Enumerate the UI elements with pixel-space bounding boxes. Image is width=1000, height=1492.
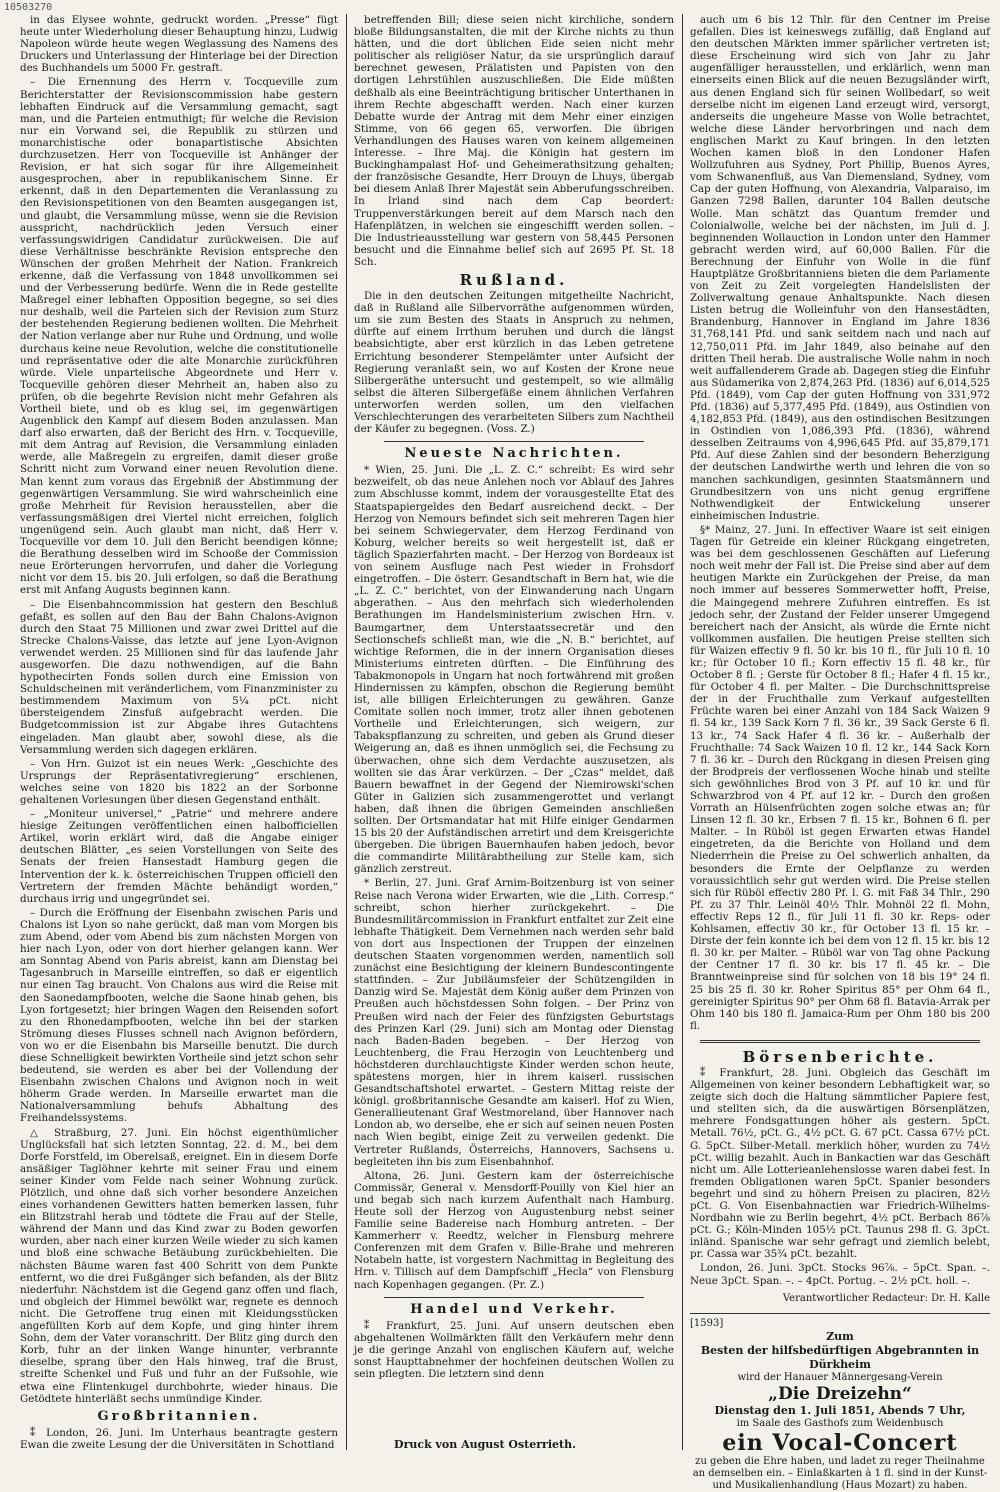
ad-line: Besten der hilfsbedürftigen Abgebrannten in Dürkheim <box>700 1343 980 1371</box>
ad-details: zu geben die Ehre haben, und ladet zu reger Theilnahme an demselben ein. – Einlaßkarten à 1 fl. sind in der Kunst- und Musikalienhandlung (Haus Mozart) zu haben. <box>692 1455 988 1491</box>
article-paragraph: Altona, 26. Juni. Gestern kam der österreichische Commissär, General v. Mensdorff-Pouilly von Kiel hier an und begab sich nach kurzem Aufenthalt nach Hamburg. Heute soll der Herzog von Augustenburg nebst seiner Familie seine Badereise nach Homburg antreten. – Der Kammerherr v. Reedtz, welcher in Flensburg mehrere Conferenzen mit dem Grafen v. Bille-Brahe und mehreren Notabeln hatte, ist vorgestern Nachmittag in Begleitung des Hrn. v. Tillisch auf dem Dampfschiff „Hecla“ von Flensburg nach Kopenhagen gegangen. (Pr. Z.) <box>354 1169 674 1291</box>
article-paragraph: betreffenden Bill; diese seien nicht kirchliche, sondern bloße Bildungsanstalten, die mit der Kirche nichts zu thun hätten, und die dort üblichen Eide seien nicht mehr politischer als religiöser Natur, da sie ursprünglich darauf berechnet gewesen, Prälatisten und Papisten von den dortigen Lehrstühlen auszuschließen. Die Eide müßten deßhalb als eine Beeinträchtigung britischer Unterthanen in ihrem Rechte abgeschafft werden. Nach einer kurzen Debatte wurde der Antrag mit dem Mehr einer einzigen Stimme, von 66 gegen 65, verworfen. Die übrigen Verhandlungen des Hauses waren von keinem allgemeinen Interesse. – Ihre Maj. die Königin hat gestern im Buckinghampalast Hof- und Geheimerathsitzung gehalten; der französische Gesandte, Herr Drouyn de Lhuys, übergab bei diesem Anlaß Ihrer Majestät sein Abberufungsschreiben. In Irland sind nach dem Cap beordert: Truppenverstärkungen bereit auf dem Marsch nach den Hafenplätzen, in welchen sie eingeschifft werden sollen. – Die Industrieausstellung war gestern von 58,445 Personen besucht und die Einnahme belief sich auf 2695 Pf. St. 18 Sch. <box>354 14 674 268</box>
ad-date: Dienstag den 1. Juli 1851, Abends 7 Uhr, <box>714 1403 966 1417</box>
printer-imprint: Druck von August Osterrieth. <box>394 1438 576 1451</box>
ad-line: Zum <box>826 1329 854 1343</box>
column-rule-right <box>682 14 683 1450</box>
article-paragraph: auch um 6 bis 12 Thlr. für den Centner im Preise gefallen. Dies ist keineswegs zufällig, daß England auf den deutschen Märkten immer spärlicher vertreten ist; diese Erscheinung wird sich von Jahr zu Jahr augenfälliger herausstellen, und erklärlich, wenn man einerseits einen Blick auf die neuen Bezugsländer wirft, aus denen England sich für seinen Wollbedarf, so weit derselbe nicht im eigenen Land erzeugt wird, versorgt, anderseits die ungeheure Masse von Wolle betrachtet, welche diese Länder hervorbringen und nach dem englischen Markt zu Kauf bringen. In den letzten Wochen kamen bloß in den Londoner Hafen Wollzufuhren aus Sydney, Port Phillip, Buenos Ayres, vom Schwanenfluß, aus Van Diemensland, Sydney, vom Cap der guten Hoffnung, von Alexandria, Valparaiso, im Ganzen 7298 Ballen, darunter 104 Ballen deutsche Wolle. Man schätzt das Quantum fremder und Colonialwolle, welche bei der nächsten, im Juli d. J. beginnenden Wollauction in London unter den Hammer gebracht werden wird, auf 60,000 Ballen. Für die Berechnung der Einfuhr von Wolle in die fünf Hauptplätze Großbritanniens bieten die dem Parlamente von Zeit zu Zeit vorgelegten Handelslisten der Zollverwaltung genaue Anhaltspunkte. Nach diesen Listen betrug die Wolleinfuhr von den Hansestädten, Brandenburg, Hannover in England im Jahre 1836 31,768,141 Pfd. und sank seitdem nach und nach auf 12,750,011 Pfd. im Jahr 1849, also beinahe auf den dritten Theil herab. Die australische Wolle nahm in noch weit auffallenderem Grade ab. Dagegen stieg die Einfuhr aus Südamerika von 2,874,263 Pfd. (1836) auf 6,014,525 Pfd. (1849), vom Cap der guten Hoffnung von 331,972 Pfd. (1836) auf 5,377,495 Pfd. (1849), aus Ostindien von 4,182,853 Pfd. (1849), aus den ostindischen Besitzungen in Ostindien von 1,086,393 Pfd. (1836), während desselben Zeitraums von 4,996,645 Pfd. auf 35,879,171 Pfd. Auf diese Zahlen sind der besondern Beherzigung der deutschen Landwirthe werth und lehren die von so manchen sachkundigen, gesinnten Staatsmännern und Grundbesitzern von uns nicht genug ergriffene Nothwendigkeit der Entwickelung unserer einheimischen Industrie. <box>690 14 990 522</box>
article-paragraph: ⁑ Frankfurt, 25. Juni. Auf unsern deutschen eben abgehaltenen Wollmärkten fällt den Verkäufern mehr denn je die geringe Anzahl von englischen Käufern auf, welche sonst Haupttabnehmer der hochfeinen deutschen Wollen zu sein pflegten. Die letztern sind denn <box>354 1319 674 1381</box>
article-paragraph: Die in den deutschen Zeitungen mitgetheilte Nachricht, daß in Rußland alle Silbervorräthe aufgenommen würden, um sie zum Besten des Staats in Anspruch zu nehmen, dürfte auf einem Irrthum beruhen und durch die längst beabsichtigte, aber erst kürzlich in das Leben getretene Errichtung besonderer Stempelämter unter Aufsicht der Regierung veranlaßt sein, wo auf Kosten der Krone neue Silbergeräthe untersucht und gestempelt, so wie allmälig selbst die älteren Silbergefäße einem ähnlichen Verfahren unterworfen werden sollen, um den vielfachen Verschlechterungen des verarbeiteten Silbers zum Nachtheil der Käufer zu begegnen. (Voss. Z.) <box>354 290 674 436</box>
column-2 <box>354 14 674 1450</box>
article-paragraph: * Wien, 25. Juni. Die „L. Z. C.“ schreibt: Es wird sehr bezweifelt, ob das neue Anlehen noch vor Ablauf des Jahres zum Abschlusse kommt, indem der vorausgestellte Etat des Staatspapiergeldes den Bedarf ausreichend deckt. – Der Herzog von Nemours befindet sich seit mehreren Tagen hier bei seinem Schwiegervater, dem Herzog Ferdinand von Koburg, welcher bereits so weit hergestellt ist, daß er täglich Spazierfahrten macht. – Der Herzog von Bordeaux ist von seinem Ausfluge nach Pest wieder in Frohsdorf eingetroffen. – Die österr. Gesandtschaft in Bern hat, wie die „L. Z. C.“ berichtet, von der Einwanderung nach Ungarn abgerathen. – Aus den mehrfach sich wiederholenden Berathungen im Handelsministerium zwischen Hrn. v. Baumgartner, dem Unterstaatssecretär und den Sectionschefs schließt man, wie die „N. B.“ berichtet, auf wichtige Reformen, die in der innern Organisation dieses Ministeriums eintreten dürften. – Die Einführung des Tabakmonopols in Ungarn hat noch fortwährend mit großen Hindernissen zu kämpfen, obschon die Regierung bemüht ist, alle billigen Erleichterungen zu gewähren. Ganze Comitate sollen noch immer, trotz aller ihnen gebotenen Vortheile und Erleichterungen, sich weigern, zur Tabakspflanzung zu schreiten, und geben als Grund dieser Weigerung an, daß es ihnen unmöglich sei, die Fechsung zu überwachen, ohne sich dem Verdachte auszusetzen, als wollten sie das Ärar verkürzen. – Der „Czas“ meldet, daß Bauern bewaffnet in der Gegend der Niemirowski'schen Güter in Galizien sich zusammengerottet und verlangt haben, daß ihnen die übrigen Gemeinden anschließen sollten. Der Ortsmandatar hat mit Hilfe einiger Gendarmen 15 bis 20 der Aufständischen arretirt und dem Kreisgerichte übergeben. Die übrigen Bauernhaufen haben jedoch, bevor die commandirte Militärabtheilung zur Stelle kam, sich gänzlich zerstreut. <box>354 464 674 876</box>
section-heading-boersenberichte: Börsenberichte. <box>742 1047 938 1066</box>
article-paragraph: §* Mainz, 27. Juni. In effectiver Waare ist seit einigen Tagen für Getreide ein kleiner Rückgang eingetreten, was bei dem geschlossenen Geschäften auf Lieferung noch weit mehr der Fall ist. Die Preise sind aber auf dem heutigen Markte ein Zurückgehen der Preise, da man noch immer auf besseres Sommerwetter hofft, Preise, die Maingegend mehrere Zufuhren eintreffen. Es ist jedoch sehr, der Zustand der Felder unserer Umgegend bereichert nach der Ansicht, als würde die Ernte nicht vollkommen ausfallen. Die heutigen Preise stellten sich für Waizen effectiv 9 fl. 50 kr. bis 10 fl., für Juli 10 fl. 10 kr.; für October 10 fl.; Korn effectiv 15 fl. 48 kr., für October 8 fl. ; Gerste für October 8 fl.; Hafer 4 fl. 15 kr., für October 4 fl. per Malter. – Die Durchschnittspreise der in der Fruchthalle zum Verkauf aufgestellten Früchte waren bei einer Anzahl von 184 Sack Waizen 9 fl. 54 kr., 139 Sack Korn 7 fl. 36 kr., 39 Sack Gerste 6 fl. 13 kr., 74 Sack Hafer 4 fl. 36 kr. – Außerhalb der Fruchthalle: 74 Sack Waizen 10 fl. 12 kr., 144 Sack Korn 7 fl. 36 kr. – Durch den Rückgang in diesen Preisen ging der Brodpreis der verflossenen Woche hinab und stellte sich gewöhnliches Brod von 3 Pf. auf 10 kr. und für Schwarzbrod von 4 Pf. auf 12 kr. – Durch den großen Vorrath an Hülsenfrüchten zogen solche etwas an; für Linsen 12 fl. 30 kr., Erbsen 7 fl. 15 kr., Bohnen 6 fl. per Malter. – In Rüböl ist gegen Erwarten etwas Handel eingetreten, da die Berichte von Holland und dem Niederrhein die Preise zu Oel schwerlich anhalten, da besonders die Ernte der Oelpflanze zu werden voraussichtlich sehr gut werden wird. Die Preise stellen sich für Rüböl effectiv 280 Pf. l. G. mit Faß 34 Thlr., 290 Pf. zu 37 Thlr. Leinöl 40½ Thlr. Mohnöl 22 fl. Mohn, effectiv Reps 12 fl., für Juli 11 fl. 30 kr. Reps- oder Kohlsamen, effectiv 30 kr., für October 13 fl. 15 kr. – Dirste der fein konnte ich bei dem von 12 fl. 15 kr. bis 12 fl. 30 kr. per Malter. – Rüböl war von Tag ohne Packung der Centner 17 fl. 30 kr. bis 17 fl. 45 kr. – Die Branntweinpreise sind für solchen von 18 bis 19° 24 fl. 25 bis 25 fl. 30 kr. Roher Spiritus 85° per Ohm 64 fl., gereinigter Spiritus 90° per Ohm 68 fl. Batavia-Arrak per Ohm 140 bis 180 fl. Jamaica-Rum per Ohm 180 bis 200 fl. <box>690 523 990 1032</box>
section-heading-grossbritannien: Großbritannien. <box>97 1408 261 1424</box>
divider <box>384 1297 644 1298</box>
ad-title: „Die Dreizehn“ <box>768 1383 912 1404</box>
article-paragraph: – Von Hrn. Guizot ist ein neues Werk: „Geschichte des Ursprungs der Repräsentativregierung“ erschienen, welches seine von 1820 bis 1822 an der Sorbonne gehaltenen Vorlesungen über diesen Gegenstand enthält. <box>20 757 338 806</box>
column-rule-left <box>346 14 347 1450</box>
ad-number: [1593] <box>690 1317 724 1329</box>
article-paragraph: – Die Ernennung des Herrn v. Tocqueville zum Berichterstatter der Revisionscommission habe gestern lebhaften Eindruck auf die Versammlung gemacht, sagt man, und die Parteien entmuthigt; für welche die Revision nur ein Vorwand sei, die Republik zu stürzen und monarchistische oder bonapartistische Absichten durchzusetzen. Herr von Tocqueville ist Anhänger der Revision, er hat sich sogar für ihre Allgemeinheit ausgesprochen, aber in republikanischem Sinne. Er erkennt, daß in den Departementen die Veranlassung zu den Revisionspetitionen von den Beamten ausgegangen ist, und glaubt, die Versammlung müsse, wenn sie die Revision ausspricht, nachdrücklich jeden Versuch einer verfassungswidrigen Candidatur zurückweisen. Die auf diese Verhältnisse beschränkte Revision entspreche den Wünschen der großen Mehrheit der Nation. Frankreich erkenne, daß die Verfassung von 1848 unvollkommen sei und der Verbesserung bedürfe. Wenn die in Rede gestellte Maßregel einer lebhaften Opposition begegne, so sei dies nur deshalb, weil die Parteien sich der Revision zum Sturz der bestehenden Regierung bedienen wollten. Die Mehrheit der Nation verlange aber nur Ruhe und Ordnung, und wolle durchaus keine neue Revolution, welche die constitutionelle und repräsentative oder die alte Monarchie zurückführen würde. Viele unparteiische Abgeordnete und Herr v. Tocqueville gehören dieser Mehrheit an, haben also zu prüfen, ob die begehrte Revision nicht mehr Gefahren als Vortheil biete, und ob es klug sei, im gegenwärtigen Augenblick den Kampf auf diesem Boden anzulassen. Man darf also erwarten, daß der Bericht des Hrn. v. Tocqueville, mit dem Antrag auf Revision, die Versammlung einladen werde, alle Maßregeln zu ergreifen, damit dieser große Schritt nicht zum Vorwand einer neuen Revolution diene. Man kennt zum voraus das Ergebniß der Abstimmung der gegenwärtigen Versammlung. Sie wird wahrscheinlich eine große Mehrheit für Revision herausstellen, aber die verfassungsmäßigen drei Viertel nicht erreichen, folglich ungenügend sein. Auch glaubt man nicht, daß Herr v. Tocqueville vor dem 10. Juli den Bericht beendigen könne; die Berathung desselben wird im Schooße der Commission neue Erörterungen hervorrufen, und daher die Vorlegung nicht vor dem 15. bis 20. Juli erfolgen, so daß die Berathung erst mit Anfang Augusts beginnen kann. <box>20 76 338 597</box>
ad-venue: im Saale des Gasthofs zum Weidenbusch <box>736 1417 944 1429</box>
article-paragraph: – Durch die Eröffnung der Eisenbahn zwischen Paris und Chalons ist Lyon so nahe gerückt, daß man vom Morgen bis zum Abend, oder vom Abend bis zum nächsten Morgen von hier nach Lyon, oder von dort hierher gelangen kann. Wer am Sonntag Abend von Paris abreist, kann am Dienstag bei Tagesanbruch in Marseille eintreffen, so daß er eigentlich nur einen Tag braucht. Von Chalons aus wird die Reise mit den Saonedampfbooten, welche die Saone hinab gehen, bis Lyon fortgesetzt; hier bringen Wagen den Reisenden sofort zu den Rhonedampfbooten, welche ihn bei der starken Strömung dieses Flusses schnell nach Avignon befördern, von wo er die Eisenbahn bis Marseille benutzt. Die durch diese Schnelligkeit bewirkten Vortheile sind jetzt schon sehr bedeutend, sie werden es aber bei der Vollendung der Eisenbahn zwischen Chalons und Avignon noch in weit höherm Grade werden. In Marseille erwartet man die Nationalversammlung behufs Abhaltung des Freihandelssystems. <box>20 906 338 1125</box>
article-paragraph: ⁑ London, 26. Juni. Im Unterhaus beantragte gestern Ewan die zweite Lesung der die Universitäten in Schottland <box>20 1426 338 1451</box>
article-paragraph: – Die Eisenbahncommission hat gestern den Beschluß gefaßt, es sollen auf den Bau der Bahn Chalons-Avignon durch den Staat 75 Millionen und zwar zwei Drittel auf die Strecke Chalons-Vaisse, das letzte auf jene Lyon-Avignon verwendet werden. 25 Millionen sind für das laufende Jahr ausgeworfen. Die dazu nothwendigen, auf die Bahn hypothecirten Fonds sollen durch eine Emission von Schuldscheinen mit veränderlichem, vom Finanzminister zu bestimmendem Maximum von 5¼ pCt. nicht übersteigendem Zinsfuß aufgebracht werden. Die Budgetcommission ist zur Abgabe ihres Gutachtens eingeladen. Man glaubt aber, sowohl diese, als die Versammlung werden sich dagegen erklären. <box>20 598 338 756</box>
concert-advertisement <box>690 1313 990 1492</box>
divider <box>384 441 644 442</box>
article-paragraph: – „Moniteur universel,“ „Patrie“ und mehrere andere hiesige Zeitungen veröffentlichen einen halbofficiellen Artikel, worin erklärt wird, daß die Angabe einiger deutschen Blätter, „es seien Vorstellungen von Seite des Senats der freien Hansestadt Hamburg gegen die Intervention der k. k. österreichischen Truppen officiell den Vertretern der fremden Mächte behändigt worden,“ durchaus irrig und ungegründet sei. <box>20 808 338 905</box>
article-paragraph: * Berlin, 27. Juni. Graf Arnim-Boitzenburg ist von seiner Reise nach Verona wider Erwarten, wie die „Lith. Corresp.“ schreibt, schon hierher zurückgekehrt. – Die Bundesmilitärcommission in Frankfurt entfaltet zur Zeit eine lebhafte Thätigkeit. Dem Vernehmen nach werden sehr bald von dort aus Inspectionen der Truppen der einzelnen deutschen Staaten vorgenommen werden, namentlich soll zunächst eine Besichtigung der kleinern Bundescontingente stattfinden. – Zur Jubiläumsfeier der Schützengilden in Danzig wird Se. Majestät dem König außer dem Prinzen von Preußen auch höchstdessen Sohn folgen. – Der Prinz von Preußen wird nach der Feier des fünfzigsten Geburtstags des Prinzen Karl (29. Juni) sich am Montag oder Dienstag nach Baden-Baden begeben. – Der Herzog von Leuchtenberg, die Frau Herzogin von Leuchtenberg und höchstderen durchlauchtigste Kinder werden schon heute, spätestens morgen, hier in ihrem kaiserl. russischen Gesandtschaftshotel erwartet. – Gestern Mittag reiste der königl. großbritannische Gesandte am kaiserl. Hof zu Wien, Generallieutenant Graf Westmoreland, über Hannover nach London ab, wo derselbe, ehe er sich auf seinen neuen Posten nach Wien begibt, einige Zeit zu verweilen gedenkt. Die Vertreter Rußlands, Österreichs, Hannovers, Sachsens u. begleiteten ihn bis zum Eisenbahnhof. <box>354 877 674 1168</box>
article-paragraph: △ Straßburg, 27. Juni. Ein höchst eigenthümlicher Unglücksfall hat sich letzten Sonntag, 22. d. M., bei dem Dorfe Forstfeld, im Oberelsaß, ereignet. Ein in diesem Dorfe ansäßiger Taglöhner kehrte mit seiner Frau und einem seiner Kinder vom Felde nach seiner Wohnung zurück. Plötzlich, und ohne daß sich vorher besondere Anzeichen eines vorhandenen Gewitters hatten bemerken lassen, fuhr ein Blitzstrahl herab und tödtete die Frau auf der Stelle, während der Mann und das Kind zwar zu Boden geworfen wurden, aber nach einer kurzen Weile wieder zu sich kamen und bloß eine schwache Betäubung zurückbehielten. Die nächsten Bäume waren fast 400 Schritt von dem Punkte entfernt, wo die drei Fußgänger sich befanden, als der Blitz niederfuhr. Nächstdem ist die Gegend ganz offen und flach, und obgleich der Himmel bewölkt war, regnete es dennoch nicht. Die Getroffene trug einen mit Kleidungsstücken angefüllten Korb auf dem Kopfe, und ging hinter ihrem Sohn, dem der Vater voranschritt. Der Blitz ging durch den Korb, fuhr an der linken Wange hinunter, verbrannte dieselbe, sprang über den Hals hinweg, traf die Brust, streifte Schenkel und Fuß und fuhr an der Fußsohle, wie etwa eine Flintenkugel durchbohrte, wieder hinaus. Die Getödtete hinterläßt sechs unmündige Kinder. <box>20 1126 338 1405</box>
responsible-editor: Verantwortlicher Redacteur: Dr. H. Kalle <box>782 1292 990 1304</box>
article-paragraph: in das Elysee wohnte, gedruckt worden. „Presse“ fügt heute unter Wiederholung dieser Behauptung hinzu, Ludwig Napoleon würde heute wegen Weglassung des Namens des Druckers und Unterlassung der Hinterlage bei der Direction des Buchhandels um 5000 Fr. gestraft. <box>20 14 338 75</box>
archive-reference-number: 10503270 <box>4 2 53 13</box>
section-heading-neueste-nachrichten: Neueste Nachrichten. <box>404 446 624 462</box>
ad-headline: ein Vocal-Concert <box>722 1429 958 1456</box>
column-3 <box>690 14 990 1491</box>
section-heading-handel-und-verkehr: Handel und Verkehr. <box>410 1301 618 1317</box>
ad-line: wird der Hanauer Männergesang-Verein <box>737 1371 943 1383</box>
article-paragraph: ⁑ Frankfurt, 28. Juni. Obgleich das Geschäft im Allgemeinen von keiner besondern Lebhaftigkeit war, so zeigte sich doch die Haltung sämmtlicher Papiere fest, und stellten sich, da die auswärtigen Börsenplätzen, mehrere Fondsgattungen höher als gestern. 5pCt. Metall. 76½, pCt. G., 4½ pCt. G. 67 pCt. Cassa 67½ pCt. G. 5pCt. Silber-Metall. merklich höher, wurden zu 74½ pCt. willig bezahlt. Auch in Bankactien war das Geschäft nicht um. Alle Lotterieanlehenslosse waren dabei fest. In fremden Obligationen waren 5pCt. Spanier besonders begehrt und sind zu höhern Preisen zu placiren, 82½ pCt. G. Von Eisenbahnactien war Friedrich-Wilhelms-Nordbahn wie zu Berlin begehrt, 4½ pCt. Berbach 86⅞ pCt. G.; Köln-Minden 105½ pCt. Taunus 298 fl. G. 3pCt. inländ. Spanische war sehr gefragt und ziemlich belebt, pr. Cassa war 35¾ pCt. bezahlt. <box>690 1066 990 1261</box>
divider-double <box>700 1040 980 1043</box>
section-heading-russland: Rußland. <box>459 270 569 289</box>
newspaper-page <box>20 14 990 1491</box>
article-paragraph: London, 26. Juni. 3pCt. Stocks 96⅞. – 5pCt. Span. –. Neue 3pCt. Span. –. – 4pCt. Portug. –. 2½ pCt. holl. –. <box>690 1262 990 1287</box>
column-1 <box>20 14 338 1450</box>
